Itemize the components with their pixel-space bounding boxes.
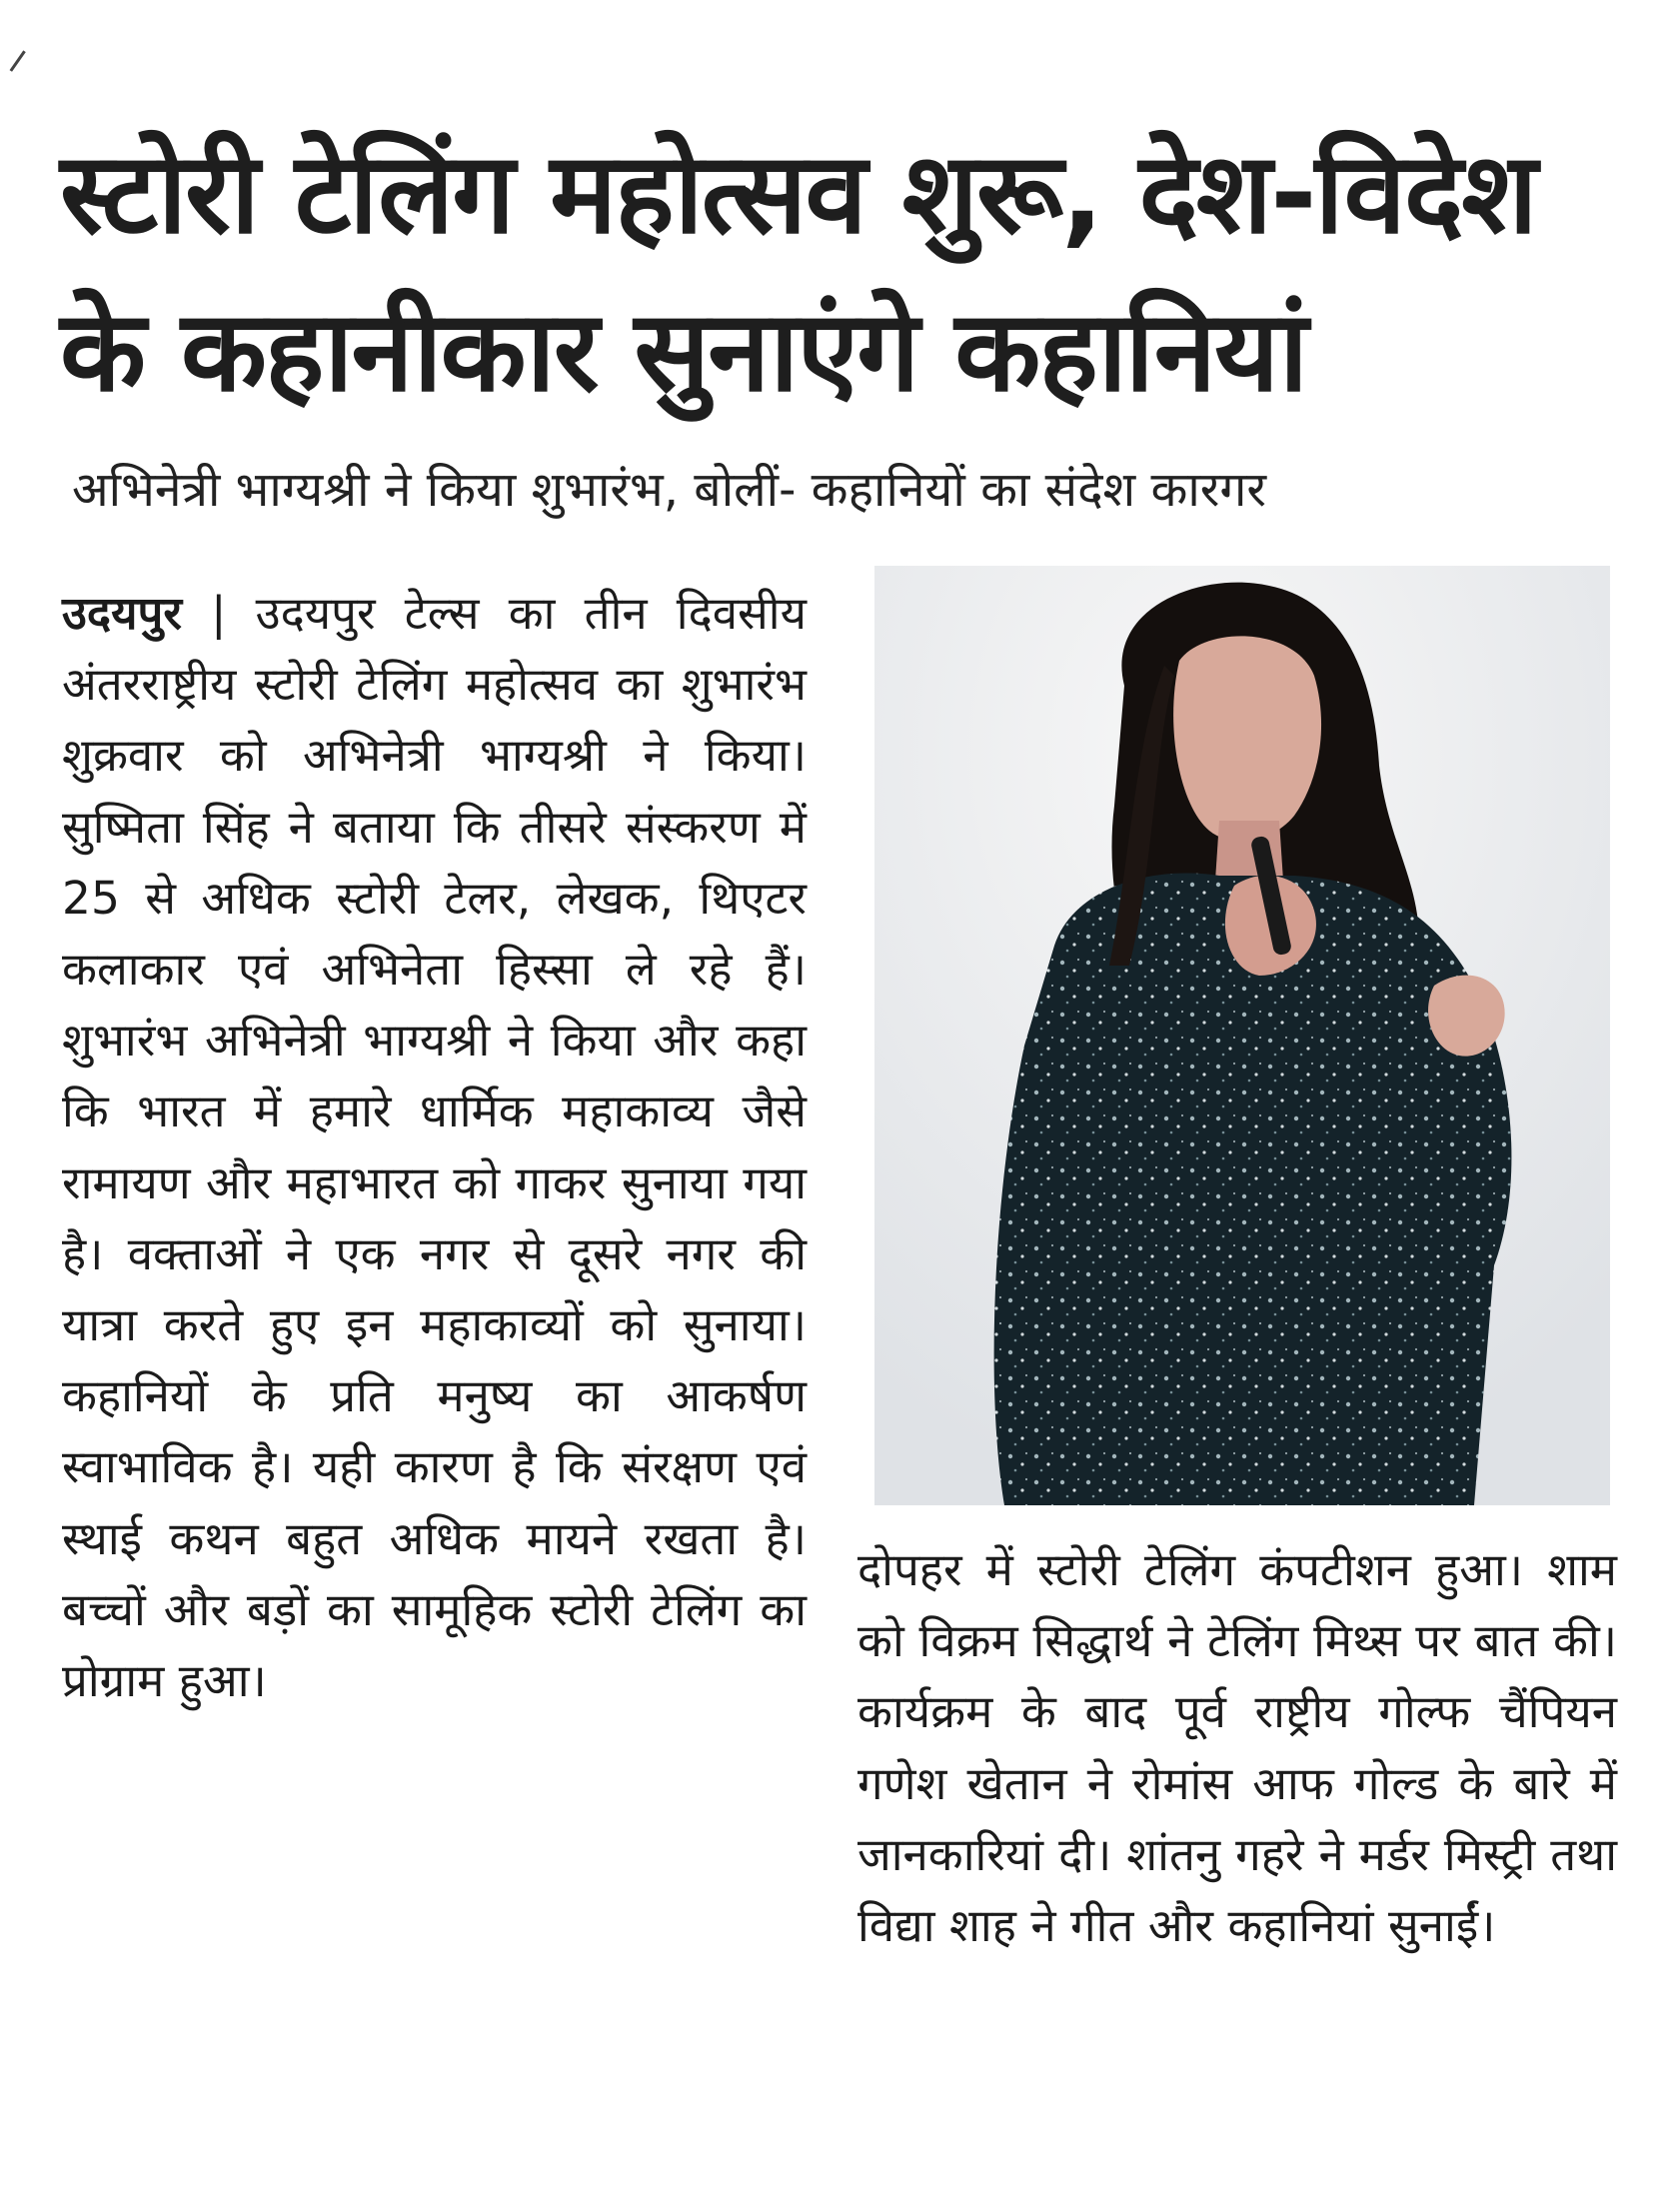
scan-corner-mark	[10, 50, 46, 85]
subheadline: अभिनेत्री भाग्यश्री ने किया शुभारंभ, बोलीं- कहानियों का संदेश कारगर	[72, 462, 1267, 518]
dateline-separator: |	[211, 587, 227, 640]
article-left-column	[62, 578, 807, 1716]
article-right-column: दोपहर में स्टोरी टेलिंग कंपटीशन हुआ। शाम को विक्रम सिद्धार्थ ने टेलिंग मिथ्स पर बात की। कार्यक्रम के बाद पूर्व राष्ट्रीय गोल्फ चैंपियन गणेश खेतान ने रोमांस आफ गोल्ड के बारे में जानकारियां दी। शांतनु गहरे ने मर्डर मिस्ट्री तथा विद्या शाह ने गीत और कहानियां सुनाईं।	[857, 1543, 1617, 1953]
article-photo	[874, 566, 1610, 1505]
article-body-left: उदयपुर टेल्स का तीन दिवसीय अंतरराष्ट्रीय स्टोरी टेलिंग महोत्सव का शुभारंभ शुक्रवार को अभिनेत्री भाग्यश्री ने किया। सुष्मिता सिंह ने बताया कि तीसरे संस्करण में 25 से अधिक स्टोरी टेलर, लेखक, थिएटर कलाकार एवं अभिनेता हिस्सा ले रहे हैं। शुभारंभ अभिनेत्री भाग्यश्री ने किया और कहा कि भारत में हमारे धार्मिक महाकाव्य जैसे रामायण और महाभारत को गाकर सुनाया गया है। वक्ताओं ने एक नगर से दूसरे नगर की यात्रा करते हुए इन महाकाव्यों को सुनाया। कहानियों के प्रति मनुष्य का आकर्षण स्वाभाविक है। यही कारण है कि संरक्षण एवं स्थाई कथन बहुत अधिक मायने रखता है। बच्चों और बड़ों का सामूहिक स्टोरी टेलिंग का प्रोग्राम हुआ।	[62, 587, 807, 1708]
headline-line-2: के कहानीकार सुनाएंगे कहानियां	[60, 287, 1306, 417]
headline	[60, 115, 1639, 431]
woman-speaking-photo	[874, 566, 1610, 1505]
dateline: उदयपुर	[62, 587, 182, 640]
headline-line-1: स्टोरी टेलिंग महोत्सव शुरू, देश-विदेश	[60, 129, 1536, 259]
